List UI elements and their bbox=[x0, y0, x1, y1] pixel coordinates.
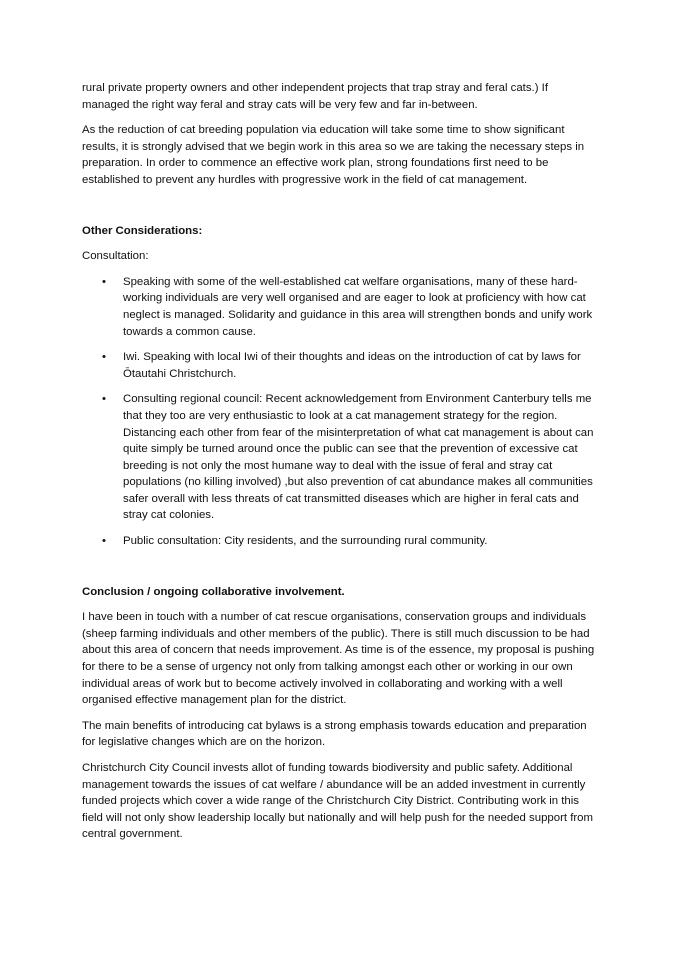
bullet-icon: • bbox=[102, 535, 106, 548]
other-considerations-heading: Other Considerations: bbox=[82, 224, 203, 237]
section-spacer bbox=[82, 559, 597, 584]
intro-paragraph-1: rural private property owners and other independent projects that trap stray and feral cats.) If managed the right way feral and stray cats will be very few and far in-between. bbox=[82, 82, 548, 111]
document-page bbox=[82, 80, 597, 852]
bullet-icon: • bbox=[102, 275, 106, 288]
conclusion-paragraph-1: I have been in touch with a number of cat rescue organisations, conservation groups and individuals (sheep farming individuals and other members of the public). There is still much discussion to be had about this area of concern that needs improvement. As time is of the essence, my proposal is pushing for there to be a sense of urgency not only from talking amongst each other or working in our own individual areas of work but to become actively involved in collaborating and working with a well organised effective management plan for the district. bbox=[82, 611, 595, 707]
conclusion-paragraph-2: The main benefits of introducing cat bylaws is a strong emphasis towards education and preparation for legislative changes which are on the horizon. bbox=[82, 719, 587, 749]
conclusion-heading: Conclusion / ongoing collaborative involvement. bbox=[82, 585, 345, 598]
list-item bbox=[82, 349, 597, 382]
consultation-list bbox=[82, 274, 597, 550]
section-spacer bbox=[82, 198, 597, 223]
list-item bbox=[82, 274, 597, 340]
bullet-icon: • bbox=[102, 393, 106, 406]
consultation-subheading: Consultation: bbox=[82, 250, 149, 263]
conclusion-paragraph-3: Christchurch City Council invests allot of funding towards biodiversity and public safety. Additional management towards the issues of cat welfare / abundance will be an added investment in currently funded projects which cover a wide range of the Christchurch City District. Contributing work in this field will not only show leadership locally but nationally and will help push for the needed support from central government. bbox=[82, 762, 593, 841]
list-item bbox=[82, 391, 597, 524]
list-item-text: Consulting regional council: Recent acknowledgement from Environment Canterbury tells me that they too are very enthusiastic to look at a cat management strategy for the region. Distancing each other from fear of the misinterpretation of what cat management is about can quite simply be turned around once the public can see that the prevention of excessive cat breeding is not only the most humane way to deal with the issue of feral and stray cat populations (no killing involved) ,but also prevention of cat abundance makes all communities safer overall with less threats of cat transmitted diseases which are higher in feral cats and stray cat colonies. bbox=[123, 393, 594, 522]
list-item-text: Public consultation: City residents, and the surrounding rural community. bbox=[123, 535, 488, 548]
list-item-text: Iwi. Speaking with local Iwi of their thoughts and ideas on the introduction of cat by laws for Ōtautahi Christchurch. bbox=[123, 351, 581, 380]
list-item bbox=[82, 533, 597, 550]
bullet-icon: • bbox=[102, 351, 106, 364]
intro-paragraph-2: As the reduction of cat breeding population via education will take some time to show significant results, it is strongly advised that we begin work in this area so we are taking the necessary steps in preparation. In order to commence an effective work plan, strong foundations first need to be established to prevent any hurdles with progressive work in the field of cat management. bbox=[82, 124, 585, 186]
list-item-text: Speaking with some of the well-established cat welfare organisations, many of these hard-working individuals are very well organised and are eager to look at proficiency with how cat neglect is managed. Solidarity and guidance in this area will strengthen bonds and unify work towards a common cause. bbox=[123, 275, 593, 338]
